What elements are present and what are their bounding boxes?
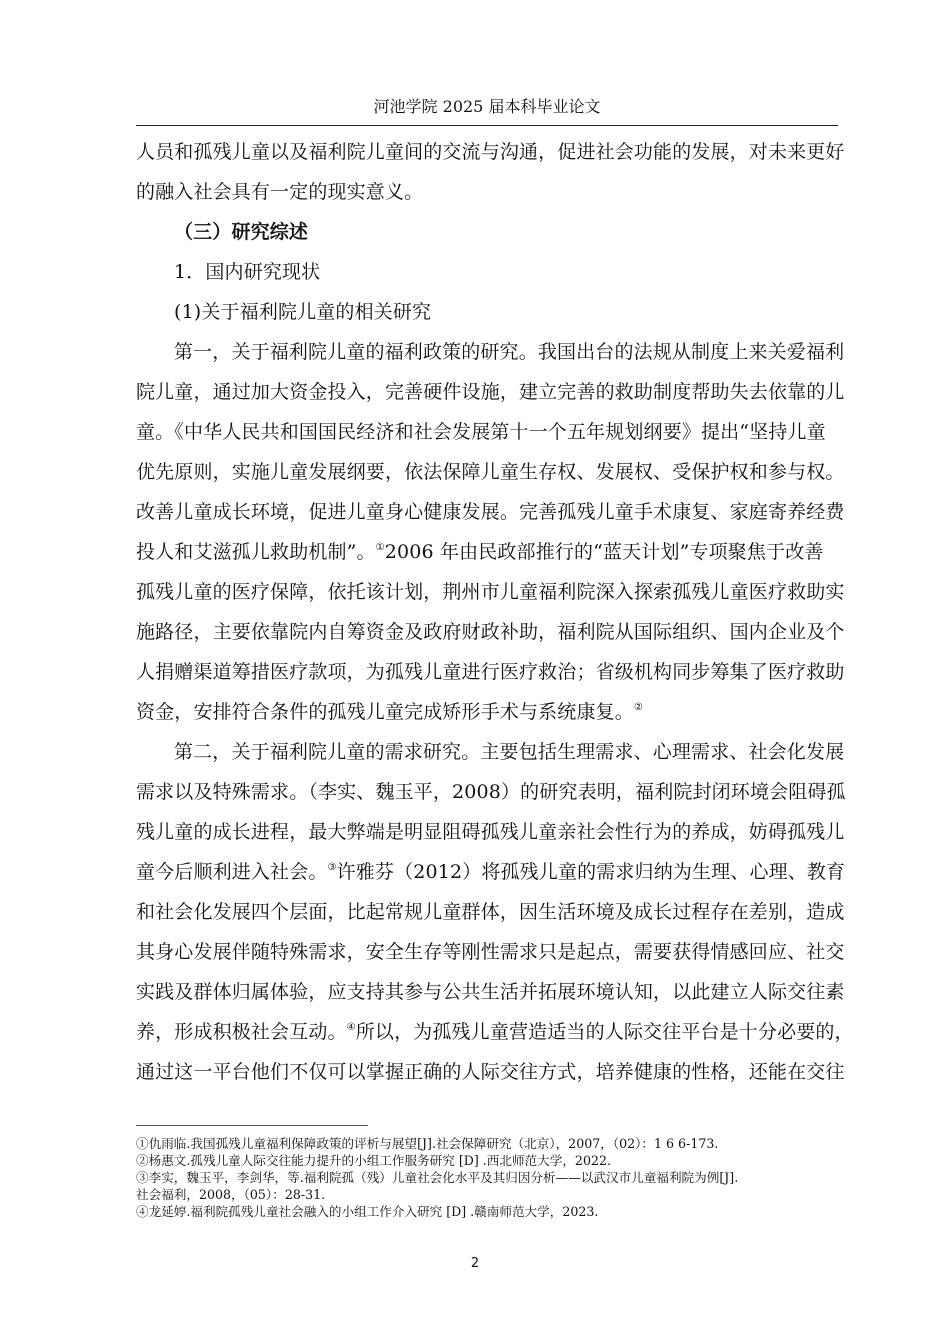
body-text-segment: 童今后顺利进入社会。 [136, 861, 328, 883]
body-text-segment: 投人和艾滋孤儿救助机制”。 [136, 541, 376, 563]
footnote-item: ④龙延婷.福利院孤残儿童社会融入的小组工作介入研究 [D] .赣南师范大学，2023. [136, 1204, 599, 1219]
body-line: 孤残儿童的医疗保障，依托该计划，荆州市儿童福利院深入探索孤残儿童医疗救助实 [136, 581, 845, 603]
body-line: 第二，关于福利院儿童的需求研究。主要包括生理需求、心理需求、社会化发展 [174, 741, 845, 763]
body-line: 实践及群体归属体验，应支持其参与公共生活并拓展环境认知，以此建立人际交往素 [136, 981, 845, 1003]
body-line: 人捐赠渠道筹措医疗款项，为孤残儿童进行医疗救治；省级机构同步筹集了医疗救助 [136, 661, 845, 683]
body-line: 改善儿童成长环境，促进儿童身心健康发展。完善孤残儿童手术康复、家庭寄养经费 [136, 501, 845, 523]
subsubsection-heading: (1)关于福利院儿童的相关研究 [174, 301, 432, 323]
running-header: 河池学院 2025 届本科毕业论文 [373, 97, 601, 116]
body-line [136, 860, 845, 884]
footnote-item: ③李实，魏玉平，李剑华，等.福利院孤（残）儿童社会化水平及其归因分析——以武汉市儿童福利院为例[J]. [136, 1170, 739, 1185]
body-line: 院儿童，通过加大资金投入，完善硬件设施，建立完善的救助制度帮助失去依靠的儿 [136, 381, 845, 403]
subsection-heading: 1．国内研究现状 [174, 261, 321, 283]
header-rule [136, 125, 838, 126]
section-heading: （三）研究综述 [174, 221, 309, 243]
body-line: 第一，关于福利院儿童的福利政策的研究。我国出台的法规从制度上来关爱福利 [174, 341, 845, 363]
body-line: 童。《中华人民共和国国民经济和社会发展第十一个五年规划纲要》提出“坚持儿童 [136, 421, 826, 443]
footnotes [136, 1135, 846, 1220]
footnote-marker[interactable]: ② [633, 702, 644, 713]
body-line [136, 1020, 854, 1044]
body-line: 优先原则，实施儿童发展纲要，依法保障儿童生存权、发展权、受保护权和参与权。 [136, 461, 845, 483]
footnote-item: ①仇雨临.我国孤残儿童福利保障政策的评析与展望[J].社会保障研究（北京），2007，（02）：1 6 6-173. [136, 1136, 719, 1151]
footnote-marker[interactable]: ③ [327, 862, 337, 873]
footnote-marker[interactable]: ④ [346, 1022, 356, 1033]
body-line: 通过这一平台他们不仅可以掌握正确的人际交往方式，培养健康的性格，还能在交往 [136, 1061, 845, 1083]
body-line: 其身心发展伴随特殊需求，安全生存等刚性需求只是起点，需要获得情感回应、社交 [136, 941, 845, 963]
body-text-segment: 资金，安排符合条件的孤残儿童完成矫形手术与系统康复。 [136, 701, 634, 723]
body-line [136, 540, 824, 564]
footnote-item: ②杨惠文.孤残儿童人际交往能力提升的小组工作服务研究 [D] .西北师范大学，2022. [136, 1153, 611, 1168]
body-line: 和社会化发展四个层面，比起常规儿童群体，因生活环境及成长过程存在差别，造成 [136, 901, 845, 923]
body-text-segment: 养，形成积极社会互动。 [136, 1021, 347, 1043]
body-line: 的融入社会具有一定的现实意义。 [136, 181, 424, 203]
footnote-item: 社会福利，2008，（05）：28-31. [136, 1187, 326, 1202]
body-text-segment: 所以，为孤残儿童营造适当的人际交往平台是十分必要的， [355, 1021, 854, 1043]
footnote-marker[interactable]: ① [375, 542, 385, 553]
footnote-separator [136, 1125, 368, 1126]
page-number: 2 [470, 1256, 480, 1271]
body-line: 需求以及特殊需求。（李实、魏玉平，2008）的研究表明，福利院封闭环境会阻碍孤 [136, 781, 846, 803]
body-line [136, 700, 643, 724]
body-text-segment: 许雅芬（2012）将孤残儿童的需求归纳为生理、心理、教育 [336, 861, 846, 883]
body-line: 施路径，主要依靠院内自筹资金及政府财政补助，福利院从国际组织、国内企业及个 [136, 621, 845, 643]
body-line: 人员和孤残儿童以及福利院儿童间的交流与沟通，促进社会功能的发展，对未来更好 [136, 141, 845, 163]
body-line: 残儿童的成长进程，最大弊端是明显阻碍孤残儿童亲社会性行为的养成，妨碍孤残儿 [136, 821, 845, 843]
body-text-segment: 2006 年由民政部推行的“蓝天计划”专项聚焦于改善 [384, 541, 824, 563]
